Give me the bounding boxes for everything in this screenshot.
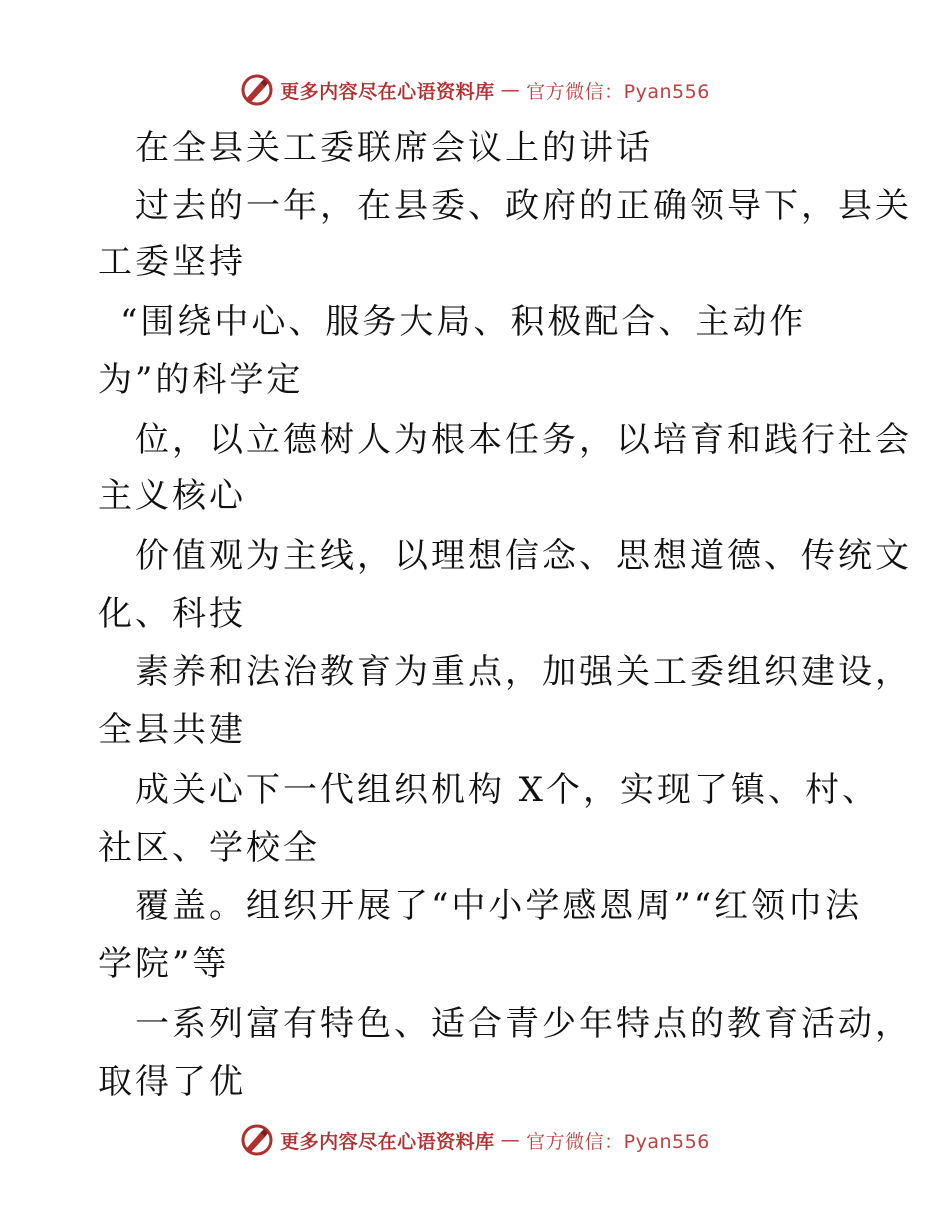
- text-line: 学院”等: [98, 944, 230, 984]
- watermark-contact: 官方微信：Pyan556: [526, 80, 710, 103]
- text-line: 全县共建: [98, 710, 246, 750]
- text-line: 社区、学校全: [98, 828, 320, 868]
- watermark-brand: 更多内容尽在心语资料库: [280, 1130, 495, 1153]
- text-line: 过去的一年，在县委、政府的正确领导下，县关: [135, 186, 912, 226]
- text-line: 成关心下一代组织机构 X个，实现了镇、村、: [135, 770, 880, 810]
- footer-watermark: [0, 1120, 950, 1160]
- text-line: 一系列富有特色、适合青少年特点的教育活动，: [135, 1004, 912, 1044]
- text-line: 化、科技: [98, 594, 246, 634]
- text-line: 取得了优: [98, 1062, 246, 1102]
- text-line: 主义核心: [98, 476, 246, 516]
- pen-logo-icon: [240, 1123, 274, 1157]
- text-line: 价值观为主线，以理想信念、思想道德、传统文: [135, 536, 912, 576]
- header-watermark: [0, 70, 950, 110]
- watermark-brand: 更多内容尽在心语资料库: [280, 80, 495, 103]
- text-line: “围绕中心、服务大局、积极配合、主动作: [120, 302, 807, 342]
- text-line: 素养和法治教育为重点，加强关工委组织建设，: [135, 652, 912, 692]
- pen-logo-icon: [240, 73, 274, 107]
- text-line: 位，以立德树人为根本任务，以培育和践行社会: [135, 420, 912, 460]
- text-line: 覆盖。组织开展了“中小学感恩周”“红领巾法: [135, 886, 863, 926]
- watermark-separator: —: [500, 79, 521, 101]
- text-line: 工委坚持: [98, 242, 246, 282]
- watermark-contact: 官方微信：Pyan556: [526, 1130, 710, 1153]
- text-line: 为”的科学定: [98, 360, 304, 400]
- watermark-separator: —: [500, 1129, 521, 1151]
- document-title: 在全县关工委联席会议上的讲话: [135, 128, 653, 168]
